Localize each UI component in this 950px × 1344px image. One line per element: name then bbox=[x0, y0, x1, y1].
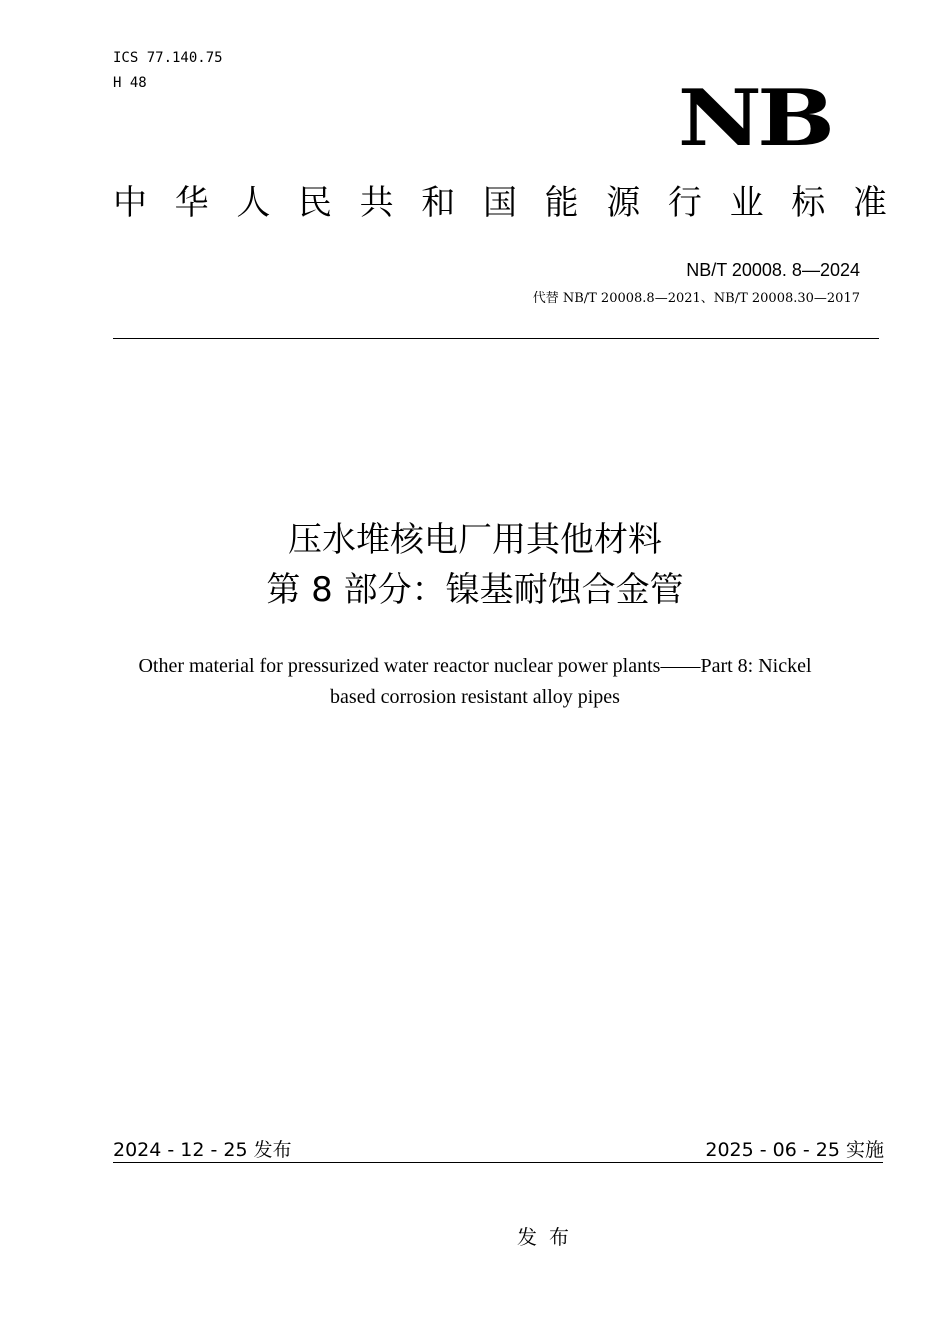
organization-char: 业 bbox=[729, 183, 764, 223]
publisher-label: 发布 bbox=[517, 1225, 581, 1249]
organization-char: 和 bbox=[421, 183, 456, 223]
english-title-line-1: Other material for pressurized water reactor nuclear power plants——Part 8: Nickel bbox=[138, 655, 812, 677]
english-title bbox=[75, 651, 875, 713]
organization-char: 行 bbox=[667, 183, 702, 223]
organization-char: 源 bbox=[606, 183, 641, 223]
english-title-line-2: based corrosion resistant alloy pipes bbox=[330, 686, 620, 708]
organization-char: 标 bbox=[791, 183, 826, 223]
top-divider bbox=[113, 338, 879, 339]
nb-logo: NB bbox=[677, 73, 830, 164]
organization-char: 民 bbox=[297, 183, 332, 223]
organization-char: 准 bbox=[852, 183, 887, 223]
issue-date: 2024 - 12 - 25 发布 bbox=[113, 1139, 292, 1161]
standard-number: NB/T 20008. 8—2024 bbox=[686, 260, 860, 280]
ics-code: ICS 77.140.75 bbox=[113, 50, 223, 66]
ccs-code: H 48 bbox=[113, 75, 147, 91]
organization-name bbox=[113, 183, 887, 223]
organization-char: 能 bbox=[544, 183, 579, 223]
organization-char: 中 bbox=[113, 183, 147, 223]
bottom-divider bbox=[113, 1162, 883, 1163]
organization-char: 共 bbox=[359, 183, 394, 223]
organization-char: 国 bbox=[482, 183, 517, 223]
organization-char: 人 bbox=[236, 183, 271, 223]
replaces-standards: 代替 NB/T 20008.8—2021、NB/T 20008.30—2017 bbox=[532, 291, 860, 306]
implementation-date: 2025 - 06 - 25 实施 bbox=[705, 1139, 884, 1161]
organization-char: 华 bbox=[174, 183, 209, 223]
chinese-title-line-1: 压水堆核电厂用其他材料 bbox=[288, 520, 662, 560]
chinese-title bbox=[0, 515, 950, 615]
chinese-title-line-2: 第 8 部分：镍基耐蚀合金管 bbox=[266, 570, 684, 610]
